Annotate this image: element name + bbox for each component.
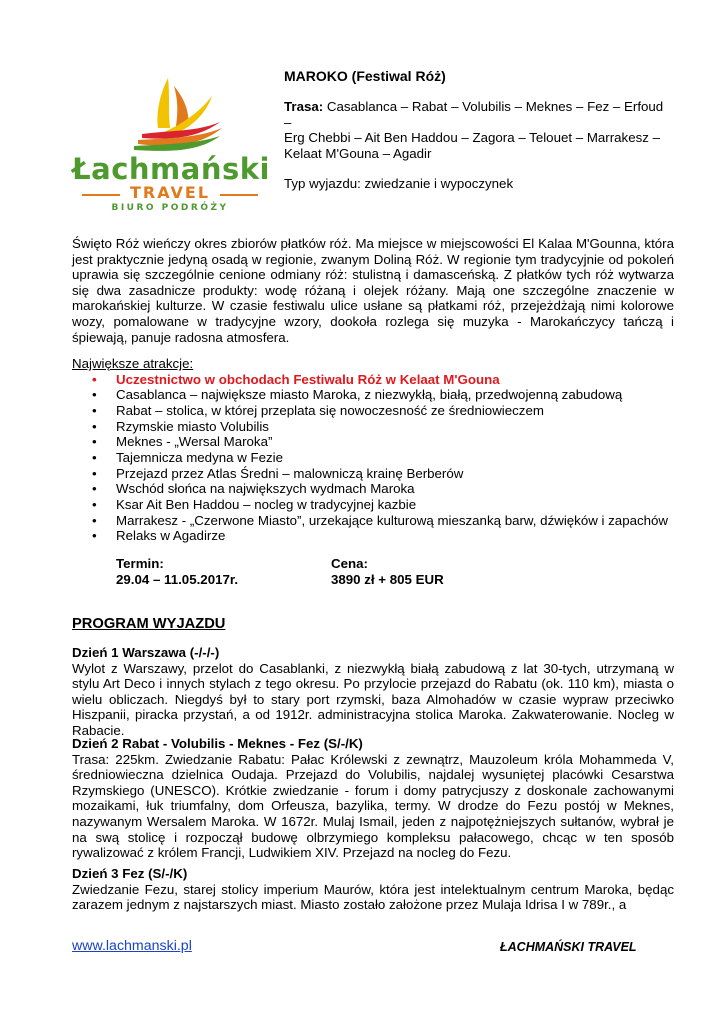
attractions-heading: Największe atrakcje: xyxy=(72,356,194,371)
attraction-item: • Rabat – stolica, w której przeplata się nowoczesność ze średniowieczem xyxy=(72,403,674,419)
day-description: Trasa: 225km. Zwiedzanie Rabatu: Pałac Królewski z zewnątrz, Mauzoleum króla Mohammeda V, średniowieczna dzielnica Oudaja. Przejazd do Volubilis, najdalej wysuniętej placówki Cesarstwa Rzymskiego (UNESCO). Krótkie zwiedzanie - forum i domy patrycjuszy z doskonale zachowanymi mozaikami, łuk triumfalny, dom Orfeusza, bazylika, termy. W drodze do Fezu postój w Meknes, nazywanym Wersalem Maroka. W 1672r. Mulaj Ismail, jeden z najpotężniejszych sułtanów, wybrał je na swą stolicę i rozpoczął budowę olbrzymiego kompleksu pałacowego, chcąc w ten sposób rywalizować z królem Francji, Ludwikiem XIV. Przejazd na nocleg do Fezu. xyxy=(72,751,674,861)
logo-tagline: BIURO PODRÓŻY xyxy=(111,203,229,213)
day-description: Wylot z Warszawy, przelot do Casablanki, z niezwykłą białą zabudową z lat 30-tych, utrzymaną w stylu Art Deco i innych stylach z tego okresu. Po przylocie przejazd do Rabatu (ok. 110 km), miasta o wielu obliczach. Niegdyś był to stary port rzymski, baza Almohadów w czasie wypraw przeciwko Hiszpanii, piracka przystań, a od 1912r. administracyjna stolica Maroka. Zakwaterowanie. Nocleg w Rabacie. xyxy=(72,660,674,738)
day-title: Dzień 3 Fez (S/-/K) xyxy=(72,866,188,881)
attractions-list xyxy=(72,372,674,545)
trip-header xyxy=(284,68,664,192)
trip-type: Typ wyjazdu: zwiedzanie i wypoczynek xyxy=(284,176,514,192)
program-day xyxy=(72,736,674,861)
attraction-item: • Przejazd przez Atlas Średni – malowniczą krainę Berberów xyxy=(72,466,674,482)
attraction-item: • Ksar Ait Ben Haddou – nocleg w tradycyjnej kazbie xyxy=(72,497,674,513)
attraction-item: • Meknes - „Wersal Maroka” xyxy=(72,434,674,450)
logo-brand-text: Łachmański xyxy=(72,152,270,186)
trip-route xyxy=(284,99,664,161)
company-logo xyxy=(72,72,268,222)
price-value: 3890 zł + 805 EUR xyxy=(331,571,444,587)
term-value: 29.04 – 11.05.2017r. xyxy=(116,571,239,587)
attraction-item-highlight: • Uczestnictwo w obchodach Festiwalu Róż w Kelaat M'Gouna xyxy=(72,372,674,388)
attraction-item: • Casablanca – największe miasto Maroka, z niezwykłą, białą, przedwojenną zabudową xyxy=(72,387,674,403)
route-line-2: Erg Chebbi – Ait Ben Haddou – Zagora – Telouet – Marrakesz – xyxy=(284,130,660,146)
trip-title: MAROKO (Festiwal Róż) xyxy=(284,68,446,84)
attraction-item: • Marrakesz - „Czerwone Miasto”, urzekające kulturową mieszanką barw, dźwięków i zapachów xyxy=(72,513,674,529)
route-line-1: Casablanca – Rabat – Volubilis – Meknes – Fez – Erfoud – xyxy=(284,99,664,130)
attraction-item: • Relaks w Agadirze xyxy=(72,528,674,544)
intro-paragraph: Święto Róż wieńczy okres zbiorów płatków róż. Ma miejsce w miejscowości El Kalaa M'Gounna, która jest praktycznie jedyną osadą w regionie, zwanym Doliną Róż. W regionie tym tradycyjnie od pokoleń uprawia się szczególnie cenione odmiany róż: stulistną i damasceńską. Z płatków tych róż wytwarza się dwa zasadnicze produkty: wodę różaną i olejek różany. Mają one szczególne znaczenie w marokańskiej kulturze. W czasie festiwalu ulice usłane są płatkami róż, przejeżdżają nimi kolorowe wozy, pomalowane w tradycyjne wzory, dookoła rozlega się muzyka - Marokańczycy tańczą i śpiewają, panuje radosna atmosfera. xyxy=(72,236,674,345)
website-link[interactable]: www.lachmanski.pl xyxy=(72,938,192,954)
route-line-3: Kelaat M'Gouna – Agadir xyxy=(284,145,432,161)
price-label: Cena: xyxy=(331,556,368,571)
day-description: Zwiedzanie Fezu, starej stolicy imperium Maurów, która jest intelektualnym centrum Maroka, będąc zarazem jednym z najstarszych miast. Miasto zostało założone przez Mulaja Idrisa I w 789r., a xyxy=(72,881,674,913)
attraction-item: • Rzymskie miasto Volubilis xyxy=(72,419,674,435)
term-label: Termin: xyxy=(116,556,164,571)
footer-brand: ŁACHMAŃSKI TRAVEL xyxy=(500,940,637,954)
logo-sail-icon xyxy=(72,72,268,152)
day-title: Dzień 1 Warszawa (-/-/-) xyxy=(72,645,220,660)
attraction-item: • Tajemnicza medyna w Fezie xyxy=(72,450,674,466)
day-title: Dzień 2 Rabat - Volubilis - Meknes - Fez (S/-/K) xyxy=(72,736,363,751)
attraction-item: • Wschód słońca na największych wydmach Maroka xyxy=(72,481,674,497)
program-heading: PROGRAM WYJAZDU xyxy=(72,616,226,632)
program-day xyxy=(72,645,674,739)
price-block xyxy=(331,556,444,587)
logo-divider-right xyxy=(220,194,258,196)
attractions-section xyxy=(72,356,674,544)
program-day xyxy=(72,866,674,913)
term-block xyxy=(116,556,238,587)
route-label: Trasa: xyxy=(284,99,324,114)
logo-travel-text: TRAVEL xyxy=(129,183,211,202)
